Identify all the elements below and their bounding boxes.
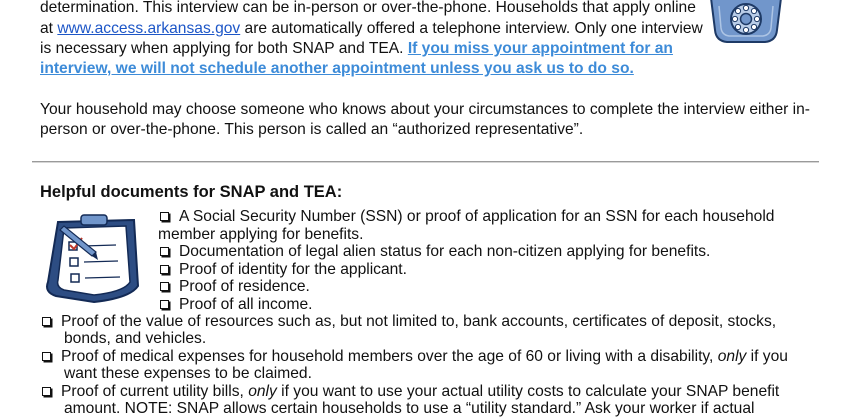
checkbox-icon [160, 212, 169, 221]
ssn-item [160, 208, 774, 226]
checkbox-icon [42, 317, 51, 326]
intro-line-3 [40, 40, 673, 58]
telephone-icon [705, 0, 785, 47]
checkbox-icon [160, 282, 169, 291]
checkbox-icon [160, 247, 169, 256]
identity-item [160, 261, 407, 279]
utility-text-post: if you want to use your actual utility costs to calculate your SNAP benefit [276, 383, 780, 400]
missed-appointment-warning-continued: interview, we will not schedule another appointment unless you ask us to do so. [40, 60, 634, 77]
utility-bills-item-continued: amount. NOTE: SNAP allows certain households to use a “utility standard.” Ask your worker if actual [64, 400, 755, 417]
ssn-item-continued: member applying for benefits. [158, 226, 364, 243]
alien-status-item [160, 243, 710, 261]
checkbox-icon [160, 300, 169, 309]
residence-text: Proof of residence. [179, 278, 310, 295]
medical-text-pre: Proof of medical expenses for household members over the age of 60 or living with a disability, [61, 348, 718, 365]
utility-bills-item [42, 383, 779, 401]
documents-heading: Helpful documents for SNAP and TEA: [40, 183, 343, 201]
utility-text-pre: Proof of current utility bills, [61, 383, 249, 400]
intro-line-1: determination. This interview can be in-person or over-the-phone. Households that apply online [40, 0, 696, 16]
checkbox-icon [160, 265, 169, 274]
checkbox-icon [42, 387, 51, 396]
section-divider [32, 161, 819, 163]
identity-text: Proof of identity for the applicant. [179, 261, 407, 278]
alien-status-text: Documentation of legal alien status for each non-citizen applying for benefits. [179, 243, 711, 260]
medical-expenses-item-continued: want these expenses to be claimed. [64, 365, 312, 382]
clipboard-checklist-icon [34, 212, 152, 304]
income-text: Proof of all income. [179, 296, 313, 313]
access-arkansas-link[interactable]: www.access.arkansas.gov [57, 20, 241, 37]
medical-expenses-item [42, 348, 788, 366]
missed-appointment-warning: If you miss your appointment for an [407, 40, 673, 57]
authorized-rep-line-1: Your household may choose someone who knows about your circumstances to complete the interview either in- [40, 101, 810, 118]
ssn-item-text: A Social Security Number (SSN) or proof of application for an SSN for each household [179, 208, 775, 225]
resources-text: Proof of the value of resources such as, but not limited to, bank accounts, certificates of deposit, stocks, [61, 313, 777, 330]
intro-line-2-suffix: are automatically offered a telephone interview. Only one interview [240, 20, 703, 37]
medical-text-post: if you [746, 348, 788, 365]
checkbox-icon [42, 352, 51, 361]
medical-text-emphasis: only [717, 348, 747, 365]
utility-text-emphasis: only [248, 383, 277, 400]
income-item [160, 296, 312, 314]
intro-line-2-prefix: at [40, 20, 58, 37]
authorized-rep-line-2: person or over-the-phone. This person is called an “authorized representative”. [40, 121, 584, 138]
resources-item [42, 313, 776, 331]
residence-item [160, 278, 310, 296]
intro-line-2 [40, 20, 703, 38]
resources-item-continued: bonds, and vehicles. [64, 330, 207, 347]
intro-line-3-text: is necessary when applying for both SNAP and TEA. [40, 40, 408, 57]
